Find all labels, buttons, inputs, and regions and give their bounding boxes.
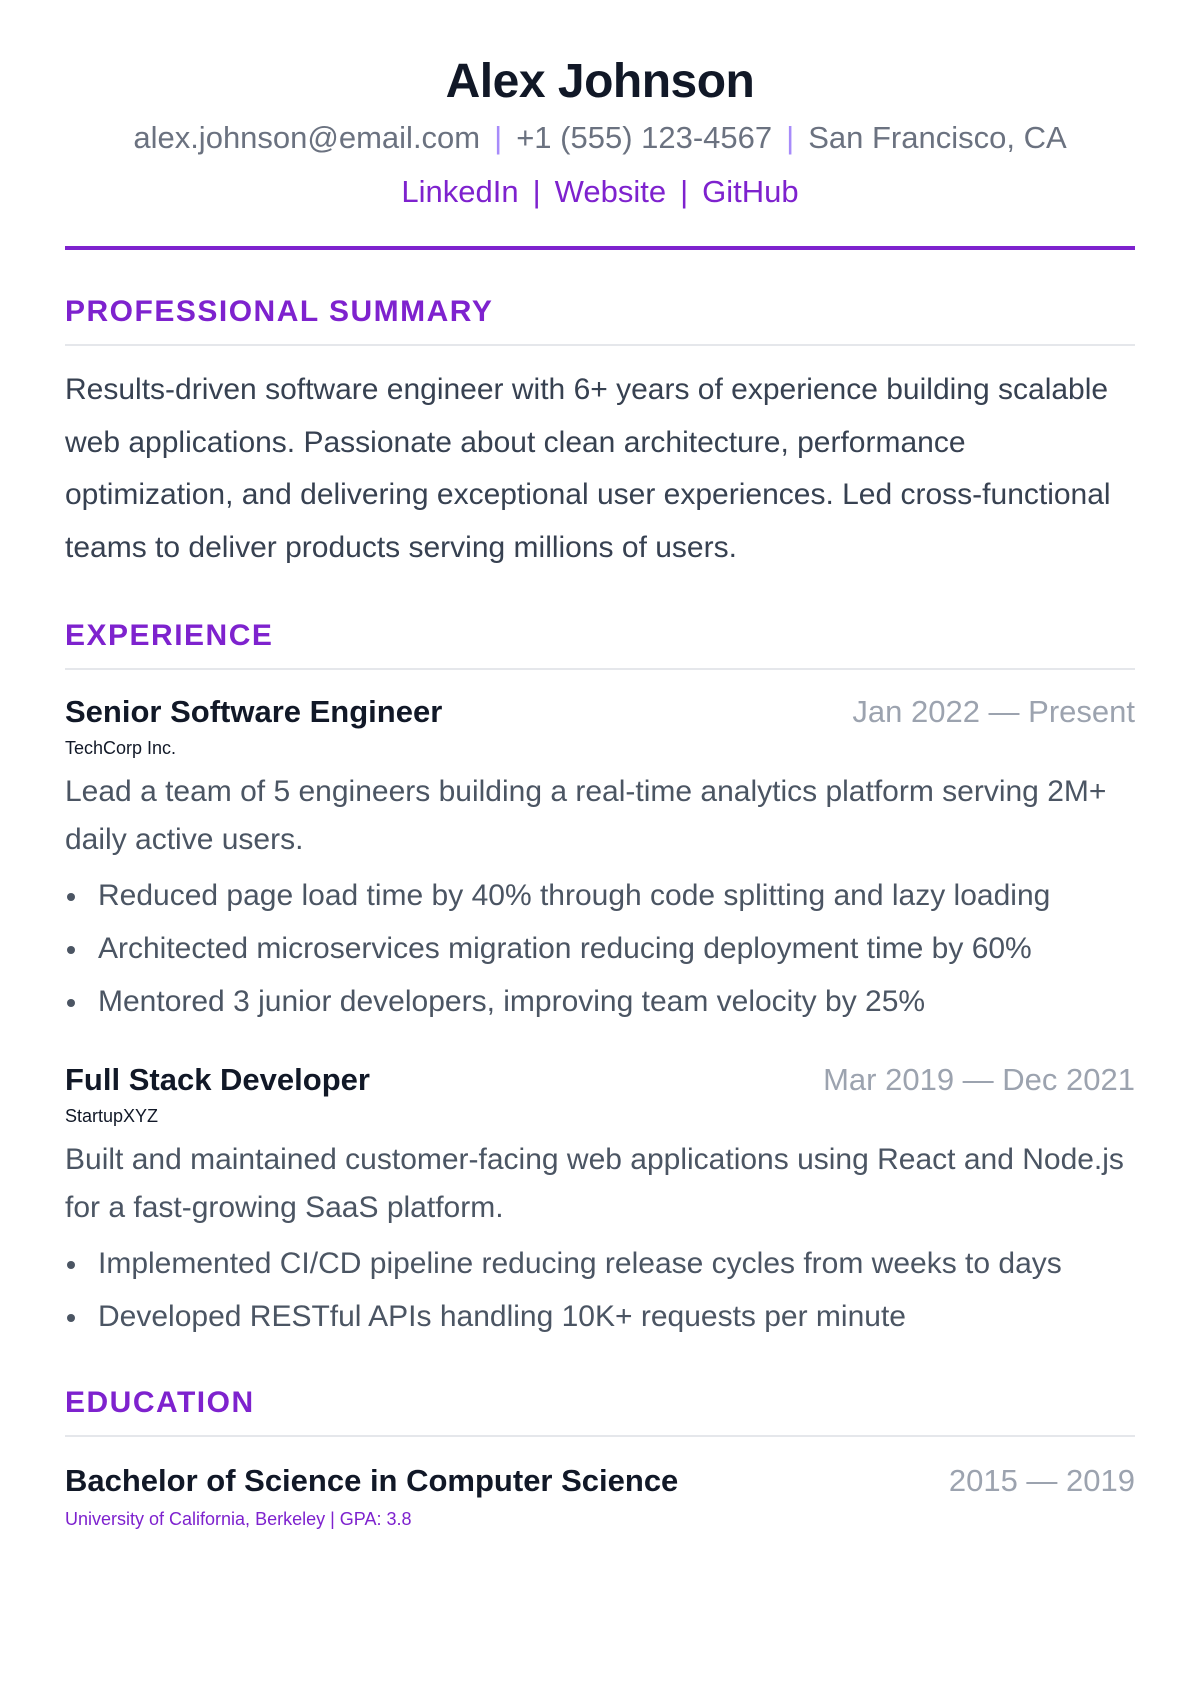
school-details: University of California, Berkeley | GPA: 3.8: [65, 1509, 412, 1529]
education-heading: EDUCATION: [65, 1386, 255, 1419]
summary-heading: PROFESSIONAL SUMMARY: [65, 295, 494, 328]
header-divider: [65, 246, 1135, 250]
education-header: [65, 1461, 1135, 1501]
summary-text: Results-driven software engineer with 6+ years of experience building scalable web applications. Passionate about clean architecture, performance optimization, and delivering exceptional user experiences. Led cross-functional teams to deliver products serving millions of users.: [65, 373, 1111, 564]
job-header: [65, 1060, 1135, 1100]
education-entry: [65, 1461, 1135, 1531]
experience-heading: EXPERIENCE: [65, 619, 274, 652]
achievement-list: [65, 1240, 1135, 1341]
section-divider: [65, 344, 1135, 346]
achievement-item: Reduced page load time by 40% through code splitting and lazy loading: [65, 872, 1135, 920]
company-name: TechCorp Inc.: [65, 738, 177, 758]
link-separator: |: [680, 174, 689, 209]
job-description: Lead a team of 5 engineers building a real-time analytics platform serving 2M+ daily active users.: [65, 775, 1107, 856]
contact-separator: |: [786, 120, 795, 155]
link-separator: |: [532, 174, 541, 209]
job-header: [65, 692, 1135, 732]
job-entry: [65, 1060, 1135, 1341]
company-name: StartupXYZ: [65, 1106, 159, 1126]
job-title: Senior Software Engineer: [65, 694, 443, 729]
education-section: [65, 1385, 1135, 1531]
achievement-item: Implemented CI/CD pipeline reducing release cycles from weeks to days: [65, 1240, 1135, 1288]
candidate-name: Alex Johnson: [445, 55, 755, 108]
contact-separator: |: [494, 120, 503, 155]
email-text: alex.johnson@email.com: [133, 120, 481, 155]
experience-section: [65, 618, 1135, 1341]
profile-links: [65, 172, 1135, 212]
job-title: Full Stack Developer: [65, 1062, 370, 1097]
location-text: San Francisco, CA: [808, 120, 1067, 155]
section-divider: [65, 1435, 1135, 1437]
linkedin-link[interactable]: LinkedIn: [401, 174, 519, 209]
achievement-list: [65, 872, 1135, 1026]
achievement-item: Developed RESTful APIs handling 10K+ requests per minute: [65, 1293, 1135, 1341]
degree-title: Bachelor of Science in Computer Science: [65, 1463, 679, 1498]
achievement-item: Mentored 3 junior developers, improving team velocity by 25%: [65, 978, 1135, 1026]
section-divider: [65, 668, 1135, 670]
github-link[interactable]: GitHub: [702, 174, 799, 209]
resume-header: [65, 0, 1135, 212]
job-dates: Mar 2019 — Dec 2021: [823, 1062, 1135, 1097]
website-link[interactable]: Website: [554, 174, 667, 209]
job-dates: Jan 2022 — Present: [852, 694, 1135, 729]
phone-text: +1 (555) 123-4567: [516, 120, 773, 155]
job-description: Built and maintained customer-facing web applications using React and Node.js for a fast-growing SaaS platform.: [65, 1143, 1124, 1224]
contact-line: [65, 118, 1135, 158]
job-entry: [65, 692, 1135, 1026]
summary-section: [65, 294, 1135, 574]
education-dates: 2015 — 2019: [948, 1463, 1135, 1498]
achievement-item: Architected microservices migration reducing deployment time by 60%: [65, 925, 1135, 973]
